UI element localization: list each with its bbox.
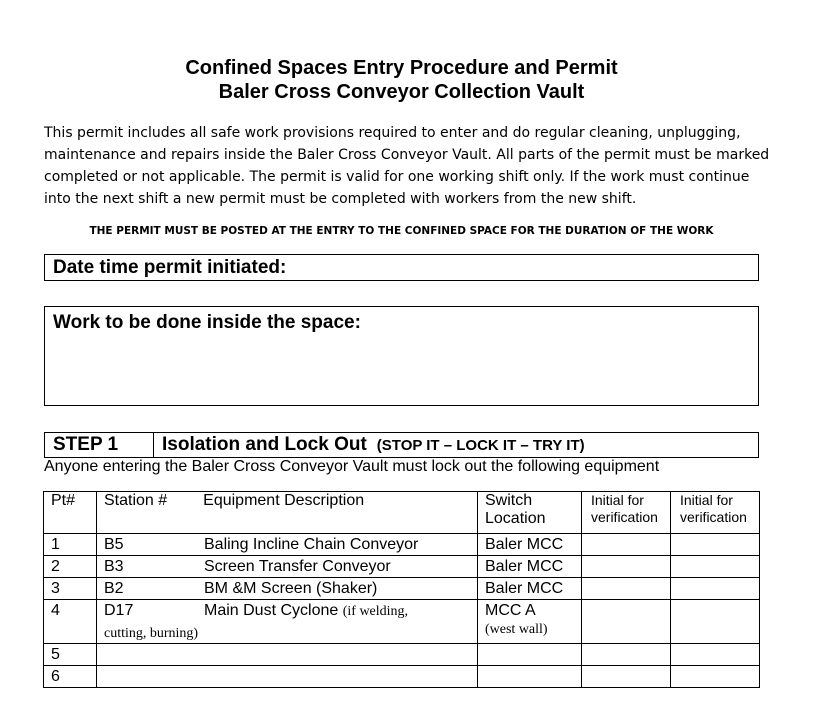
- cell-pt: 1: [44, 534, 97, 556]
- table-row: [44, 556, 760, 578]
- intro-line: completed or not applicable. The permit is valid for one working shift only. If the work must continue: [44, 169, 750, 185]
- cell-initial-2[interactable]: [671, 666, 760, 688]
- cell-description: Baling Incline Chain Conveyor: [204, 536, 419, 553]
- header-initial-2-line2: verification: [680, 509, 747, 525]
- header-initial-1-line1: Initial for: [591, 492, 644, 508]
- cell-initial-1[interactable]: [582, 666, 671, 688]
- intro-paragraph: [44, 122, 770, 210]
- cell-pt: 5: [44, 644, 97, 666]
- cell-station: B5: [104, 536, 124, 553]
- header-description: Equipment Description: [203, 492, 365, 509]
- cell-location: Baler MCC: [478, 578, 582, 600]
- cell-station-description[interactable]: [97, 644, 478, 666]
- cell-initial-1[interactable]: [582, 534, 671, 556]
- cell-station-description: [97, 600, 478, 644]
- intro-line: maintenance and repairs inside the Baler Cross Conveyor Vault. All parts of the permit must be marked: [44, 147, 770, 163]
- cell-initial-2[interactable]: [671, 556, 760, 578]
- cell-initial-1[interactable]: [582, 644, 671, 666]
- cell-initial-2[interactable]: [671, 644, 760, 666]
- header-location: Location: [485, 510, 546, 527]
- table-header-row: [44, 492, 760, 534]
- table-row: [44, 644, 760, 666]
- step1-title: [162, 434, 585, 456]
- cell-station-description[interactable]: [97, 666, 478, 688]
- cell-description-note: (if welding,: [342, 604, 409, 619]
- date-time-field[interactable]: [44, 254, 759, 281]
- step1-subtitle: (STOP IT – LOCK IT – TRY IT): [376, 437, 585, 454]
- cell-initial-2[interactable]: [671, 534, 760, 556]
- step1-divider: [153, 433, 154, 457]
- header-initial-1: [582, 492, 671, 534]
- cell-location: Baler MCC: [478, 556, 582, 578]
- cell-description: Main Dust Cyclone: [204, 602, 339, 619]
- cell-description: Screen Transfer Conveyor: [204, 558, 391, 575]
- cell-initial-2[interactable]: [671, 600, 760, 644]
- work-description-field[interactable]: [44, 306, 759, 406]
- step1-title-text: Isolation and Lock Out: [162, 434, 367, 455]
- header-initial-2: [671, 492, 760, 534]
- cell-initial-2[interactable]: [671, 578, 760, 600]
- header-pt: Pt#: [44, 492, 97, 534]
- header-switch: Switch: [485, 492, 533, 509]
- cell-initial-1[interactable]: [582, 578, 671, 600]
- lockout-table: [43, 491, 760, 688]
- header-initial-2-line1: Initial for: [680, 492, 733, 508]
- cell-pt: 3: [44, 578, 97, 600]
- cell-description-note-cont: cutting, burning): [104, 626, 199, 641]
- table-row: [44, 534, 760, 556]
- cell-station-description: [97, 578, 478, 600]
- cell-pt: 2: [44, 556, 97, 578]
- header-station-label: Station #: [104, 492, 168, 509]
- document-subtitle: Baler Cross Conveyor Collection Vault: [218, 81, 585, 103]
- cell-location[interactable]: [478, 666, 582, 688]
- date-time-label: Date time permit initiated:: [53, 257, 287, 278]
- cell-station-description: [97, 534, 478, 556]
- step1-header: [44, 432, 759, 458]
- cell-station: B2: [104, 580, 124, 597]
- cell-location: Baler MCC: [478, 534, 582, 556]
- step1-number: STEP 1: [53, 434, 119, 455]
- work-description-label: Work to be done inside the space:: [53, 312, 361, 333]
- cell-location: [478, 600, 582, 644]
- document-title: Confined Spaces Entry Procedure and Permit: [185, 57, 618, 79]
- table-row: [44, 600, 760, 644]
- cell-description: BM &M Screen (Shaker): [204, 580, 378, 597]
- cell-station: B3: [104, 558, 124, 575]
- intro-line: into the next shift a new permit must be completed with workers from the new shift.: [44, 191, 637, 207]
- posting-notice: THE PERMIT MUST BE POSTED AT THE ENTRY TO THE CONFINED SPACE FOR THE DURATION OF THE WORK: [89, 225, 714, 237]
- cell-initial-1[interactable]: [582, 600, 671, 644]
- table-row: [44, 666, 760, 688]
- step1-note: Anyone entering the Baler Cross Conveyor Vault must lock out the following equipment: [44, 458, 660, 475]
- cell-location-note: (west wall): [485, 622, 548, 637]
- header-switch-location: [478, 492, 582, 534]
- cell-pt: 4: [44, 600, 97, 644]
- header-initial-1-line2: verification: [591, 509, 658, 525]
- table-row: [44, 578, 760, 600]
- cell-station-description: [97, 556, 478, 578]
- cell-pt: 6: [44, 666, 97, 688]
- cell-location-main: MCC A: [485, 602, 536, 619]
- cell-initial-1[interactable]: [582, 556, 671, 578]
- cell-station: D17: [104, 602, 134, 619]
- cell-location[interactable]: [478, 644, 582, 666]
- header-station: [97, 492, 478, 534]
- intro-line: This permit includes all safe work provisions required to enter and do regular cleaning, unplugging,: [44, 125, 741, 141]
